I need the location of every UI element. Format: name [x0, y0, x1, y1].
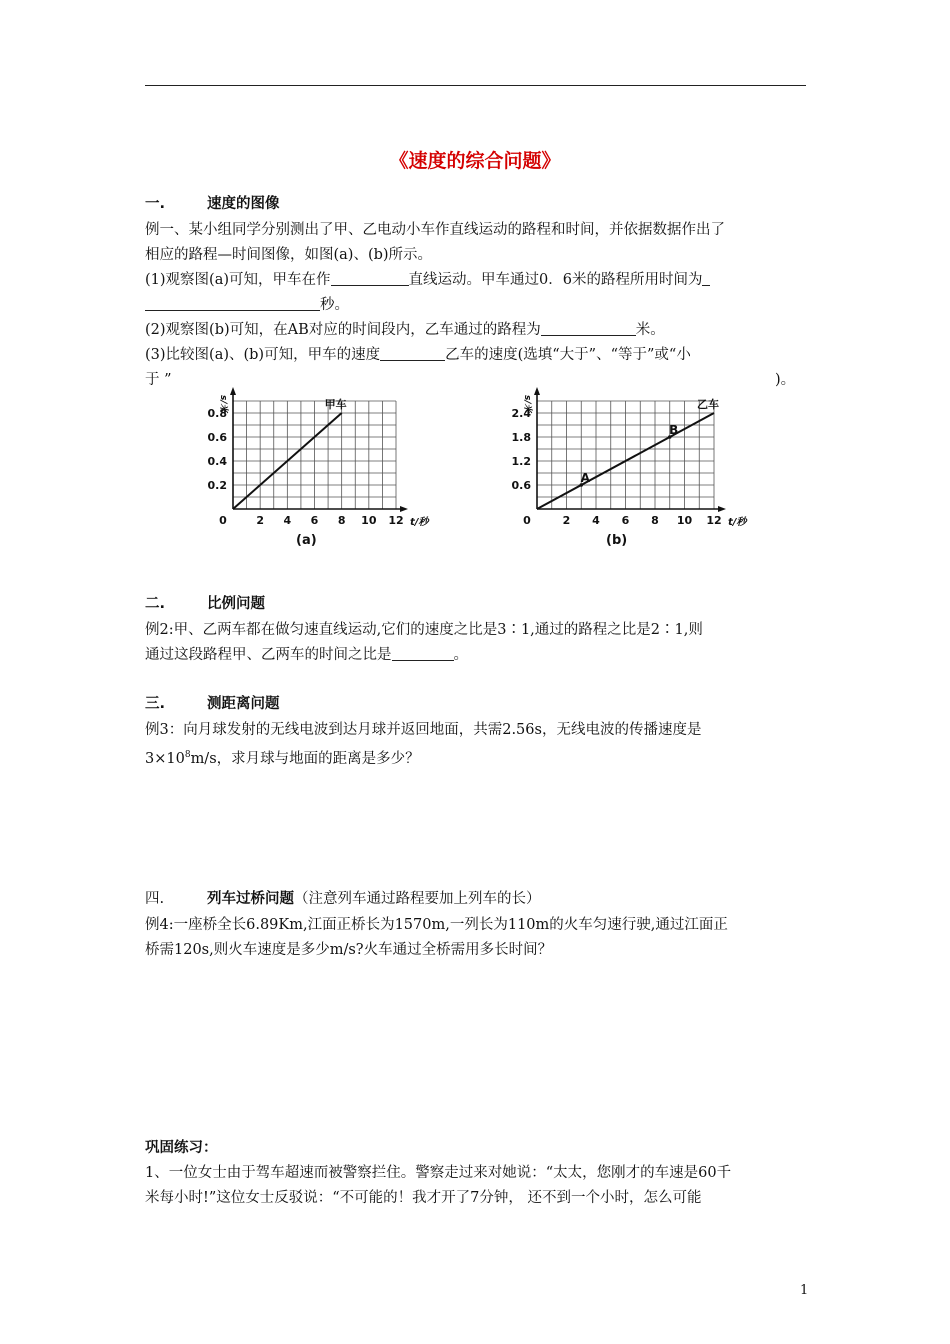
x-tick-label: 2	[256, 514, 264, 527]
section3-title: 测距离问题	[207, 696, 280, 712]
section3-line2	[145, 745, 420, 769]
section4-note: （注意列车通过路程要加上列车的长）	[294, 891, 541, 907]
point-label: B	[669, 423, 679, 437]
section2-number: 二.	[145, 596, 166, 612]
answer-blank-motion[interactable]	[331, 271, 409, 286]
answer-blank-time-start[interactable]	[702, 271, 710, 286]
section4-number: 四.	[145, 891, 165, 907]
question1-text-c: 秒。	[320, 297, 349, 313]
section2-text-b: 。	[453, 647, 468, 663]
y-tick-label: 0.4	[207, 455, 227, 468]
section3-line1: 例3：向月球发射的无线电波到达月球并返回地面，共需2.56s，无线电波的传播速度是	[145, 722, 702, 738]
section1-number: 一.	[145, 196, 166, 212]
x-tick-label: 6	[621, 514, 630, 527]
y-tick-label: 0.6	[207, 431, 227, 444]
x-tick-label: 10	[676, 514, 693, 527]
question3-text-b: 乙车的速度(选填“大于”、“等于”或“小	[445, 347, 691, 363]
x-axis-label: t/秒	[728, 517, 747, 528]
section2-line1: 例2:甲、乙两车都在做匀速直线运动,它们的速度之比是3∶1,通过的路程之比是2∶1,则	[145, 622, 703, 638]
section1-heading	[145, 194, 280, 214]
practice-line2: 米每小时!”这位女士反驳说：“不可能的！我才开了7分钟， 还不到一个小时，怎么可能	[145, 1190, 702, 1206]
chart-caption: (a)	[296, 533, 317, 548]
question1-text-a: (1)观察图(a)可知，甲车在作	[145, 272, 331, 288]
x-tick-label: 0	[219, 514, 227, 527]
chart-b	[511, 382, 760, 552]
section1-intro-line2: 相应的路程—时间图像，如图(a)、(b)所示。	[145, 247, 433, 263]
x-tick-label: 12	[388, 514, 404, 527]
x-tick-label: 12	[706, 514, 722, 527]
x-tick-label: 2	[562, 514, 571, 527]
point-label: A	[580, 471, 590, 485]
section3-exponent: 8	[184, 750, 191, 760]
page-title: 《速度的综合问题》	[389, 150, 561, 172]
question3-line1	[145, 345, 691, 365]
page-number: 1	[800, 1283, 809, 1298]
chart-a	[198, 382, 428, 552]
x-tick-label: 4	[592, 514, 600, 527]
y-axis-label: s/米	[522, 395, 532, 413]
question2-text-a: (2)观察图(b)可知，在AB对应的时间段内，乙车通过的路程为	[145, 322, 541, 338]
practice-line1: 1、一位女士由于驾车超速而被警察拦住。警察走过来对她说：“太太，您刚才的车速是60千	[145, 1165, 732, 1181]
practice-heading: 巩固练习：	[145, 1140, 218, 1156]
x-tick-label: 10	[361, 514, 377, 527]
y-tick-label: 2.4	[511, 407, 531, 420]
section3-text-b: m/s，求月球与地面的距离是多少？	[190, 750, 420, 767]
section4-title: 列车过桥问题	[207, 891, 294, 907]
section1-title: 速度的图像	[207, 196, 280, 212]
question1-line1	[145, 270, 710, 290]
y-tick-label: 0.2	[207, 479, 227, 492]
x-tick-label: 0	[523, 514, 531, 527]
section2-heading	[145, 594, 265, 614]
answer-blank-time-ratio[interactable]	[392, 646, 454, 661]
section4-heading	[145, 889, 541, 909]
answer-blank-distance[interactable]	[541, 321, 636, 336]
series-label: 甲车	[324, 398, 347, 411]
y-axis-label: s/米	[218, 395, 228, 413]
x-axis-arrow	[400, 506, 408, 512]
section3-text-a: 3×10	[145, 750, 185, 767]
question3-close: )。	[775, 372, 796, 388]
question1-text-b: 直线运动。甲车通过0．6米的路程所用时间为	[408, 272, 703, 288]
x-tick-label: 8	[651, 514, 659, 527]
section2-line2	[145, 645, 468, 665]
answer-blank-time[interactable]	[145, 296, 320, 311]
question3-text-a: (3)比较图(a)、(b)可知，甲车的速度	[145, 347, 381, 363]
y-axis-arrow	[534, 387, 540, 395]
x-axis-label: t/秒	[410, 517, 429, 528]
chart-caption: (b)	[606, 533, 628, 548]
section2-text-a: 通过这段路程甲、乙两车的时间之比是	[145, 647, 392, 663]
question2-line	[145, 320, 665, 340]
y-tick-label: 1.8	[511, 431, 531, 444]
section4-line1: 例4:一座桥全长6.89Km,江面正桥长为1570m,一列长为110m的火车匀速行驶,通过江面正	[145, 917, 728, 933]
x-tick-label: 6	[310, 514, 319, 527]
y-axis-arrow	[230, 387, 236, 395]
header-rule	[145, 85, 806, 86]
question1-line2	[145, 295, 349, 315]
section4-line2: 桥需120s,则火车速度是多少m/s?火车通过全桥需用多长时间？	[145, 942, 553, 958]
question2-text-b: 米。	[635, 322, 665, 338]
section3-heading	[145, 694, 280, 714]
answer-blank-compare[interactable]	[380, 346, 445, 361]
x-axis-arrow	[718, 506, 726, 512]
section1-intro-line1: 例一、某小组同学分别测出了甲、乙电动小车作直线运动的路程和时间，并依据数据作出了	[145, 222, 725, 238]
y-tick-label: 1.2	[511, 455, 531, 468]
y-tick-label: 0.6	[511, 479, 531, 492]
question3-line2: 于 ”	[145, 372, 172, 388]
x-tick-label: 4	[283, 514, 292, 527]
series-label: 乙车	[697, 398, 719, 411]
section3-number: 三.	[145, 696, 166, 712]
section2-title: 比例问题	[207, 596, 265, 612]
y-tick-label: 0.8	[207, 407, 227, 420]
x-tick-label: 8	[337, 514, 346, 527]
